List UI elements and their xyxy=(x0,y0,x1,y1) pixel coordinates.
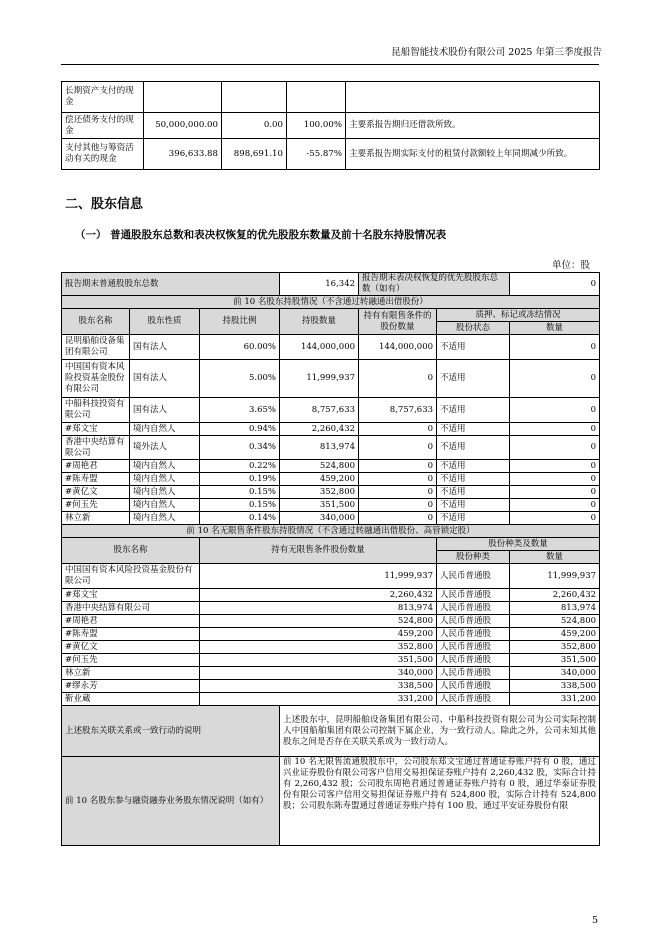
holder-status: 不适用 xyxy=(437,512,510,525)
holder-name: 香港中央结算有限公司 xyxy=(62,436,130,460)
holder-name: 昆明船舶设备集团有限公司 xyxy=(62,335,130,360)
holder-nature: 境内自然人 xyxy=(130,473,200,486)
common-holders-value: 16,342 xyxy=(280,273,359,296)
u-holder-name: 林立新 xyxy=(62,667,200,680)
u-holder-qty: 331,200 xyxy=(510,693,600,706)
table-row xyxy=(62,423,600,436)
u-holder-type: 人民币普通股 xyxy=(437,641,510,654)
holder-restricted: 0 xyxy=(359,360,437,398)
holder-status: 不适用 xyxy=(437,398,510,423)
u-holder-type: 人民币普通股 xyxy=(437,680,510,693)
table-row xyxy=(62,82,600,113)
u-col-type: 股份种类 xyxy=(437,551,510,564)
u-col-qty: 数量 xyxy=(510,551,600,564)
holder-shares: 8,757,633 xyxy=(280,398,359,423)
unit-label: 单位：股 xyxy=(551,260,590,271)
holder-status: 不适用 xyxy=(437,335,510,360)
cf-current: 50,000,000.00 xyxy=(144,113,222,139)
holder-name: 中船科技投资有限公司 xyxy=(62,398,130,423)
holder-name: #陈寿盟 xyxy=(62,473,130,486)
col-status: 股份状态 xyxy=(437,322,510,335)
section-title: 二、股东信息 xyxy=(65,197,144,212)
holder-ratio: 0.15% xyxy=(200,486,280,499)
holder-nature: 境内自然人 xyxy=(130,423,200,436)
u-holder-shares: 331,200 xyxy=(200,693,437,706)
preferred-holders-value: 0 xyxy=(510,273,600,296)
col-qty: 数量 xyxy=(510,322,600,335)
cf-prior: 898,691.10 xyxy=(222,139,287,170)
unrestricted-caption: 前 10 名无限售条件股东持股情况（不含通过转融通出借股份、高管锁定股） xyxy=(62,525,600,538)
u-holder-qty: 352,800 xyxy=(510,641,600,654)
holder-ratio: 0.34% xyxy=(200,436,280,460)
holder-shares: 2,260,432 xyxy=(280,423,359,436)
table-row xyxy=(62,398,600,423)
u-holder-shares: 524,800 xyxy=(200,615,437,628)
holder-ratio: 0.14% xyxy=(200,512,280,525)
holder-nature: 国有法人 xyxy=(130,398,200,423)
col-nature: 股东性质 xyxy=(130,309,200,335)
holder-shares: 459,200 xyxy=(280,473,359,486)
holder-qty: 0 xyxy=(510,436,600,460)
holder-nature: 国有法人 xyxy=(130,335,200,360)
u-holder-name: #何玉先 xyxy=(62,654,200,667)
holder-restricted: 0 xyxy=(359,423,437,436)
holder-qty: 0 xyxy=(510,423,600,436)
u-holder-type: 人民币普通股 xyxy=(437,654,510,667)
table-row xyxy=(62,113,600,139)
holder-nature: 境外法人 xyxy=(130,436,200,460)
u-holder-shares: 11,999,937 xyxy=(200,564,437,589)
holder-restricted: 0 xyxy=(359,499,437,512)
u-col-name: 股东名称 xyxy=(62,538,200,564)
holder-ratio: 0.94% xyxy=(200,423,280,436)
holder-status: 不适用 xyxy=(437,499,510,512)
col-name: 股东名称 xyxy=(62,309,130,335)
holder-ratio: 60.00% xyxy=(200,335,280,360)
table-row xyxy=(62,460,600,473)
holder-qty: 0 xyxy=(510,473,600,486)
holder-qty: 0 xyxy=(510,486,600,499)
margin-text-body: 前 10 名无限售流通股股东中，公司股东郑文宝通过普通证券账户持有 0 股，通过兴业证券股份有限公司客户信用交易担保证券账户持有 2,260,432 股，实际合计持有 2,260,432 股；公司股东周艳君通过普通证券账户持有 0 股，通过华泰证券股份有限公司客户信用交易担保证券账户持有 524,800 股，实际合计持有 524,800 股；公司股东陈寿盟通过普通证券账户持有 100 股，通过平安证券股份有限 xyxy=(283,757,597,811)
col-pledge-group: 质押、标记或冻结情况 xyxy=(437,309,600,322)
holder-nature: 国有法人 xyxy=(130,360,200,398)
table-row xyxy=(62,667,600,680)
holder-restricted: 0 xyxy=(359,460,437,473)
related-label: 上述股东关联关系或一致行动的说明 xyxy=(62,706,280,757)
u-holder-type: 人民币普通股 xyxy=(437,589,510,602)
table-row xyxy=(62,473,600,486)
holder-status: 不适用 xyxy=(437,360,510,398)
table-row xyxy=(62,486,600,499)
holder-name: #何玉先 xyxy=(62,499,130,512)
holder-qty: 0 xyxy=(510,398,600,423)
u-holder-name: #黄亿文 xyxy=(62,641,200,654)
table-row xyxy=(62,499,600,512)
cf-prior xyxy=(222,82,287,113)
u-holder-type: 人民币普通股 xyxy=(437,615,510,628)
u-holder-name: #缪永芳 xyxy=(62,680,200,693)
cf-current xyxy=(144,82,222,113)
col-shares: 持股数量 xyxy=(280,309,359,335)
holder-name: 林立新 xyxy=(62,512,130,525)
margin-label: 前 10 名股东参与融资融券业务股东情况说明（如有） xyxy=(62,757,280,846)
table-row xyxy=(62,512,600,525)
holder-shares: 813,974 xyxy=(280,436,359,460)
table-row xyxy=(62,680,600,693)
holder-shares: 351,500 xyxy=(280,499,359,512)
cf-change: -55.87% xyxy=(287,139,346,170)
cf-item: 支付其他与筹资活动有关的现金 xyxy=(62,139,144,170)
holder-ratio: 0.15% xyxy=(200,499,280,512)
u-holder-qty: 340,000 xyxy=(510,667,600,680)
holder-nature: 境内自然人 xyxy=(130,512,200,525)
holder-name: #黄亿文 xyxy=(62,486,130,499)
u-holder-qty: 524,800 xyxy=(510,615,600,628)
u-holder-shares: 813,974 xyxy=(200,602,437,615)
holder-status: 不适用 xyxy=(437,460,510,473)
holder-name: #周艳君 xyxy=(62,460,130,473)
holder-restricted: 0 xyxy=(359,436,437,460)
page-header: 昆船智能技术股份有限公司 2025 年第三季度报告 xyxy=(391,47,602,58)
holder-nature: 境内自然人 xyxy=(130,486,200,499)
holder-restricted: 0 xyxy=(359,512,437,525)
u-holder-shares: 351,500 xyxy=(200,654,437,667)
holder-qty: 0 xyxy=(510,512,600,525)
header-divider xyxy=(61,64,599,65)
u-holder-qty: 813,974 xyxy=(510,602,600,615)
holder-qty: 0 xyxy=(510,335,600,360)
u-holder-shares: 338,500 xyxy=(200,680,437,693)
holder-restricted: 144,000,000 xyxy=(359,335,437,360)
related-text: 上述股东中，昆明船舶设备集团有限公司、中船科技投资有限公司为公司实际控制人中国船舶集团有限公司控制下属企业，为一致行动人。除此之外，公司未知其他股东之间是否存在关联关系或为一致行动人。 xyxy=(280,706,600,757)
holder-nature: 境内自然人 xyxy=(130,460,200,473)
u-holder-name: #郑文宝 xyxy=(62,589,200,602)
table-row xyxy=(62,641,600,654)
u-holder-type: 人民币普通股 xyxy=(437,693,510,706)
u-col-type-group: 股份种类及数量 xyxy=(437,538,600,551)
holder-qty: 0 xyxy=(510,460,600,473)
holder-restricted: 0 xyxy=(359,486,437,499)
u-holder-name: 中国国有资本风险投资基金股份有限公司 xyxy=(62,564,200,589)
table-row xyxy=(62,360,600,398)
u-holder-type: 人民币普通股 xyxy=(437,602,510,615)
cf-reason xyxy=(346,82,600,113)
holder-status: 不适用 xyxy=(437,423,510,436)
u-holder-qty: 338,500 xyxy=(510,680,600,693)
holder-ratio: 5.00% xyxy=(200,360,280,398)
u-holder-qty: 11,999,937 xyxy=(510,564,600,589)
holder-name: #郑文宝 xyxy=(62,423,130,436)
cf-prior: 0.00 xyxy=(222,113,287,139)
holder-shares: 352,800 xyxy=(280,486,359,499)
holder-ratio: 0.22% xyxy=(200,460,280,473)
cf-reason: 主要系报告期实际支付的租赁付款额较上年同期减少所致。 xyxy=(346,139,600,170)
col-restricted: 持有有限售条件的股份数量 xyxy=(359,309,437,335)
table-row xyxy=(62,589,600,602)
cf-item: 长期资产支付的现金 xyxy=(62,82,144,113)
cf-change xyxy=(287,82,346,113)
top10-caption: 前 10 名股东持股情况（不含通过转融通出借股份） xyxy=(62,296,600,309)
col-ratio: 持股比例 xyxy=(200,309,280,335)
u-holder-name: 靳业蔵 xyxy=(62,693,200,706)
holder-status: 不适用 xyxy=(437,436,510,460)
table-row xyxy=(62,335,600,360)
u-holder-qty: 351,500 xyxy=(510,654,600,667)
cf-item: 偿还债务支付的现金 xyxy=(62,113,144,139)
u-holder-qty: 2,260,432 xyxy=(510,589,600,602)
holder-shares: 11,999,937 xyxy=(280,360,359,398)
holder-shares: 524,800 xyxy=(280,460,359,473)
holder-ratio: 0.19% xyxy=(200,473,280,486)
u-holder-shares: 352,800 xyxy=(200,641,437,654)
table-row xyxy=(62,564,600,589)
holder-status: 不适用 xyxy=(437,486,510,499)
table-row xyxy=(62,628,600,641)
shareholder-table xyxy=(61,272,600,846)
table-row xyxy=(62,654,600,667)
cf-reason: 主要系报告期归还借款所致。 xyxy=(346,113,600,139)
u-holder-name: 香港中央结算有限公司 xyxy=(62,602,200,615)
u-holder-type: 人民币普通股 xyxy=(437,628,510,641)
u-holder-type: 人民币普通股 xyxy=(437,564,510,589)
cf-change: 100.00% xyxy=(287,113,346,139)
holder-restricted: 0 xyxy=(359,473,437,486)
holder-nature: 境内自然人 xyxy=(130,499,200,512)
u-col-shares: 持有无限售条件股份数量 xyxy=(200,538,437,564)
holder-qty: 0 xyxy=(510,499,600,512)
preferred-holders-label: 报告期末表决权恢复的优先股股东总数（如有） xyxy=(359,273,510,296)
u-holder-shares: 340,000 xyxy=(200,667,437,680)
section-subtitle: （一） 普通股股东总数和表决权恢复的优先股股东数量及前十名股东持股情况表 xyxy=(75,229,447,241)
holder-shares: 144,000,000 xyxy=(280,335,359,360)
u-holder-name: #陈寿盟 xyxy=(62,628,200,641)
holder-ratio: 3.65% xyxy=(200,398,280,423)
margin-text xyxy=(280,757,600,846)
u-holder-type: 人民币普通股 xyxy=(437,667,510,680)
u-holder-qty: 459,200 xyxy=(510,628,600,641)
u-holder-shares: 2,260,432 xyxy=(200,589,437,602)
table-row xyxy=(62,139,600,170)
common-holders-label: 报告期末普通股股东总数 xyxy=(62,273,280,296)
cash-flow-table xyxy=(61,81,600,170)
holder-status: 不适用 xyxy=(437,473,510,486)
u-holder-name: #周艳君 xyxy=(62,615,200,628)
u-holder-shares: 459,200 xyxy=(200,628,437,641)
holder-restricted: 8,757,633 xyxy=(359,398,437,423)
holder-shares: 340,000 xyxy=(280,512,359,525)
holder-name: 中国国有资本风险投资基金股份有限公司 xyxy=(62,360,130,398)
table-row xyxy=(62,615,600,628)
table-row xyxy=(62,602,600,615)
table-row xyxy=(62,436,600,460)
page-number: 5 xyxy=(591,915,598,926)
holder-qty: 0 xyxy=(510,360,600,398)
table-row xyxy=(62,693,600,706)
cf-current: 396,633.88 xyxy=(144,139,222,170)
